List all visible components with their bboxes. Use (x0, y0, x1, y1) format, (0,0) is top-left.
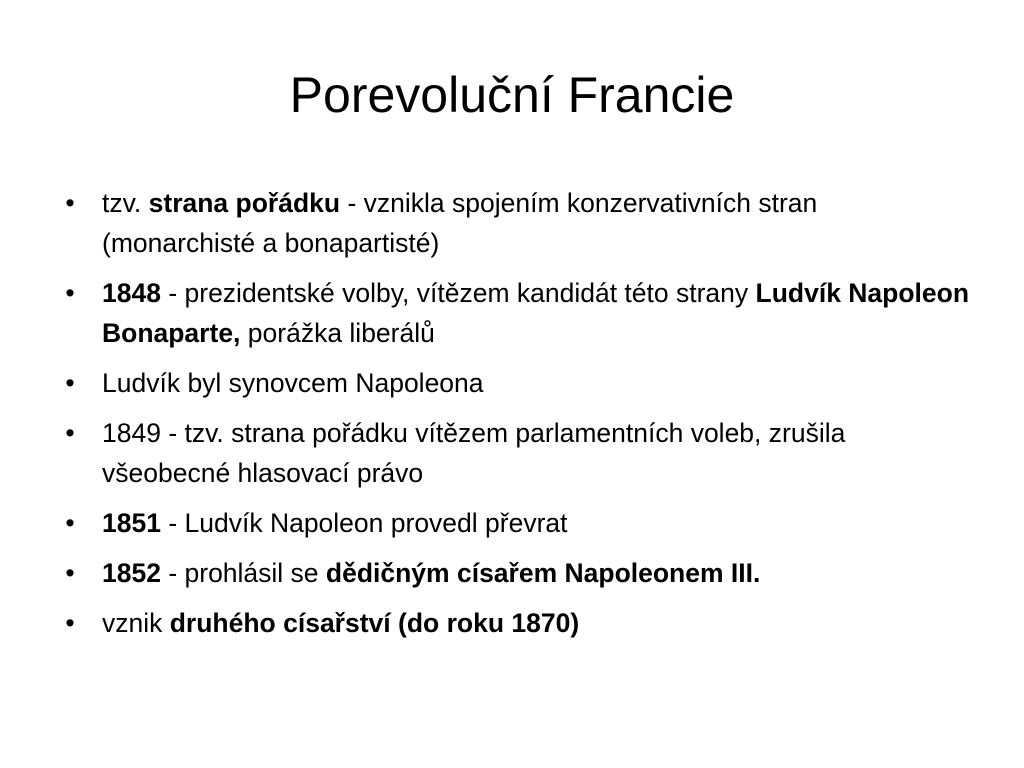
bullet-icon: • (65, 418, 75, 448)
bullet-text-bold: druhého císařství (do roku 1870) (169, 608, 580, 638)
bullet-item (52, 603, 972, 643)
bullet-text-segment: porážka liberálů (240, 318, 435, 348)
bullet-text-segment: tzv. (102, 188, 149, 218)
bullet-item (52, 413, 972, 493)
bullet-text (102, 558, 760, 588)
bullet-text (102, 608, 579, 638)
bullet-text-segment: - Ludvík Napoleon provedl převrat (160, 508, 568, 538)
bullet-icon: • (65, 368, 75, 398)
bullet-text-bold: strana pořádku (148, 188, 341, 218)
slide-title: Porevoluční Francie (289, 67, 735, 123)
bullet-list (52, 183, 972, 653)
bullet-text (102, 368, 484, 398)
bullet-item (52, 183, 972, 263)
bullet-item (52, 363, 972, 403)
bullet-text-segment: - prezidentské volby, vítězem kandidát této strany (160, 278, 756, 308)
bullet-item (52, 553, 972, 593)
bullet-item (52, 503, 972, 543)
bullet-text-segment: vznik (102, 608, 170, 638)
bullet-icon: • (65, 508, 75, 538)
bullet-text (102, 278, 969, 348)
bullet-text-bold: 1851 (102, 508, 161, 538)
bullet-text (102, 188, 817, 258)
bullet-text-segment: - prohlásil se (160, 558, 326, 588)
bullet-text-bold: 1852 (102, 558, 161, 588)
bullet-text-bold: Ludvík Napoleon Bonaparte, (102, 278, 970, 348)
bullet-text (102, 508, 568, 538)
bullet-text-segment: Ludvík byl synovcem Napoleona (102, 368, 484, 398)
bullet-item (52, 273, 972, 353)
bullet-text-bold: 1848 (102, 278, 161, 308)
bullet-text (102, 418, 845, 488)
bullet-text-segment: - vznikla spojením konzervativních stran (monarchisté a bonapartisté) (102, 188, 818, 258)
bullet-text-bold: dědičným císařem Napoleonem III. (325, 558, 761, 588)
bullet-text-segment: 1849 - tzv. strana pořádku vítězem parlamentních voleb, zrušila všeobecné hlasovací právo (102, 418, 846, 488)
bullet-icon: • (65, 558, 75, 588)
bullet-icon: • (65, 278, 75, 308)
bullet-icon: • (65, 608, 75, 638)
bullet-icon: • (65, 188, 75, 218)
